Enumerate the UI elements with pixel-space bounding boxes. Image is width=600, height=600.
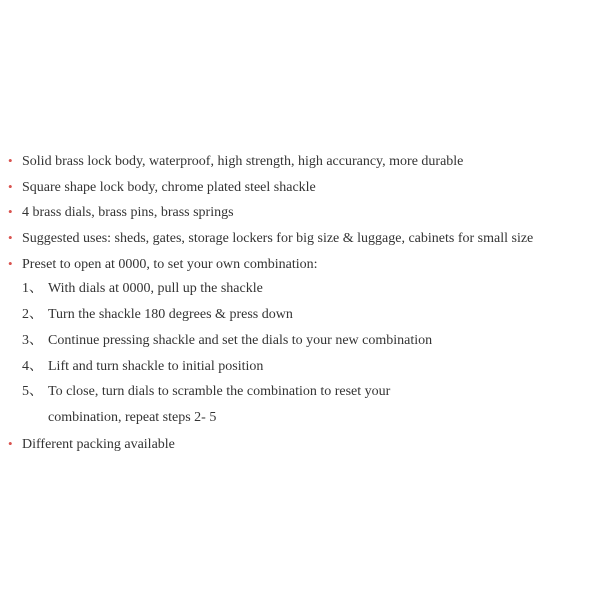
feature-text: 4 brass dials, brass pins, brass springs [22,205,234,221]
bullet-dot-icon: • [8,153,13,168]
step-item [8,328,598,354]
step-item [8,276,598,302]
step-text: With dials at 0000, pull up the shackle [48,281,263,297]
step-text: Continue pressing shackle and set the dials to your new combination [48,332,433,348]
step-text: combination, repeat steps 2- 5 [48,409,217,425]
step-item [8,354,598,380]
feature-text: Square shape lock body, chrome plated steel shackle [22,179,316,195]
step-number: 2、 [22,307,43,323]
list-item [8,199,598,225]
step-text: Lift and turn shackle to initial position [48,358,264,374]
step-number: 3、 [22,332,43,348]
list-item [8,174,598,200]
bullet-dot-icon: • [8,255,13,271]
list-item [8,148,598,174]
feature-text: Solid brass lock body, waterproof, high strength, high accurancy, more durable [22,154,464,169]
step-number: 4、 [22,358,43,374]
list-item [8,251,598,277]
bullet-dot-icon: • [8,435,13,451]
step-item [8,379,598,405]
bullet-dot-icon: • [8,230,13,246]
feature-text: Preset to open at 0000, to set your own combination: [22,256,318,272]
bullet-dot-icon: • [8,204,13,220]
step-text: Turn the shackle 180 degrees & press down [48,307,293,323]
feature-text: Different packing available [22,436,175,452]
step-item [8,302,598,328]
list-item [8,431,598,457]
bullet-dot-icon: • [8,178,13,194]
step-number: 5、 [22,384,43,400]
feature-text: Suggested uses: sheds, gates, storage lockers for big size & luggage, cabinets for small size [22,231,534,247]
step-text: To close, turn dials to scramble the combination to reset your [48,384,391,400]
step-continuation [8,405,598,431]
step-number: 1、 [22,281,43,297]
feature-list [8,148,598,456]
list-item [8,225,598,251]
